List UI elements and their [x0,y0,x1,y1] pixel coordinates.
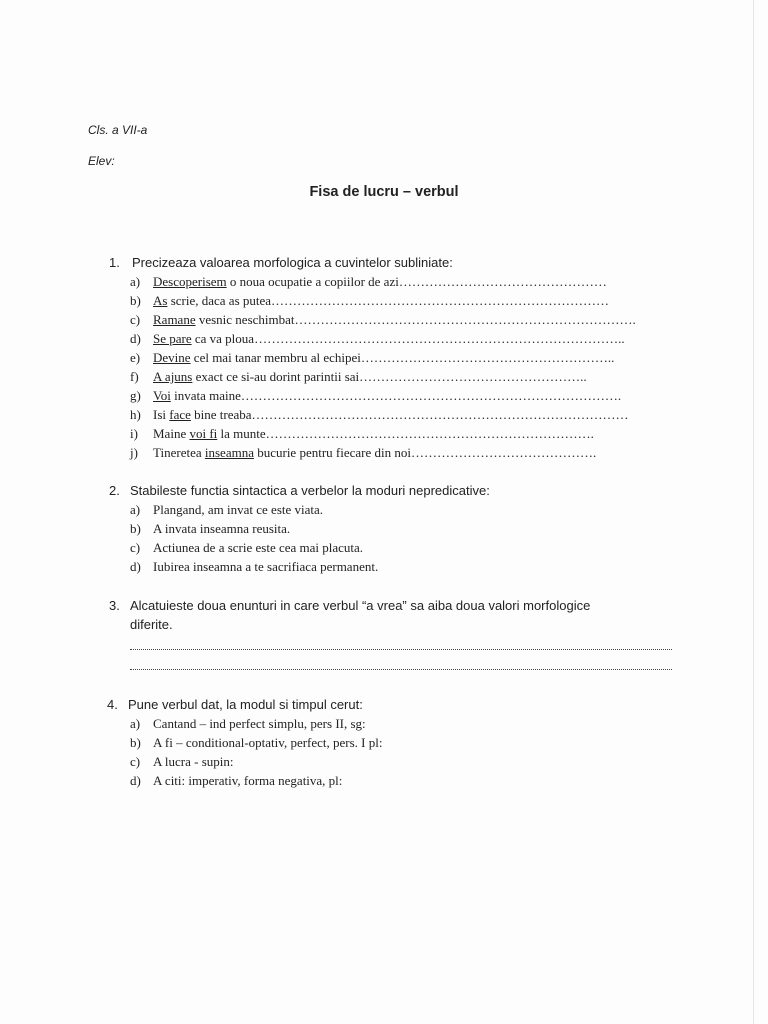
underlined-word: A ajuns [153,369,193,384]
item-label: a) [130,716,141,731]
item-text-after: vesnic neschimbat……………………………………………………………………. [195,312,636,327]
item-text: A fi – conditional-optativ, perfect, pers. I pl: [153,735,383,750]
item-label: b) [130,735,141,750]
underlined-word: face [169,407,191,422]
list-item [130,540,363,556]
list-item [130,369,587,385]
item-text-after: scrie, daca as putea…………………………………………………………………… [167,293,610,308]
item-label: j) [130,445,138,460]
list-item [130,331,625,347]
list-item [130,521,290,537]
item-label: b) [130,521,141,536]
item-label: a) [130,502,141,517]
answer-line [130,668,672,670]
item-text-after: invata maine……………………………………………………………………………. [170,388,622,403]
list-item [130,773,342,789]
item-label: e) [130,350,141,365]
underlined-word: Devine [153,350,191,365]
list-item [130,754,234,770]
item-text: Iubirea inseamna a te sacrifiaca permanent. [153,559,379,574]
item-text: Actiunea de a scrie este cea mai placuta. [153,540,364,555]
list-item [130,293,609,309]
question-text: Pune verbul dat, la modul si timpul cerut: [128,697,363,712]
list-item [130,559,378,575]
item-text-before: Isi [153,407,170,422]
underlined-word: As [153,293,168,308]
list-item [130,350,614,366]
underlined-word: voi fi [189,426,218,441]
item-label: d) [130,331,141,346]
answer-line [130,648,672,650]
list-item [130,716,366,732]
item-label: b) [130,293,141,308]
underlined-word: inseamna [204,445,254,460]
item-label: i) [130,426,138,441]
question-text: Stabileste functia sintactica a verbelor la moduri nepredicative: [130,483,490,498]
class-line: Cls. a VII-a [88,123,148,137]
item-label: f) [130,369,139,384]
worksheet-title: Fisa de lucru – verbul [309,184,459,200]
item-label: d) [130,773,141,788]
question-text-continued: diferite. [130,617,173,632]
item-label: a) [130,274,141,289]
item-text-before: Maine [153,426,190,441]
item-label: c) [130,312,141,327]
underlined-word: Ramane [153,312,196,327]
question-number: 1. [109,255,120,270]
student-line: Elev: [88,154,115,168]
list-item [130,388,621,404]
list-item [130,502,323,518]
list-item [130,312,636,328]
item-text: A citi: imperativ, forma negativa, pl: [153,773,343,788]
question-number: 4. [107,697,118,712]
underlined-word: Se pare [153,331,192,346]
item-text-after: ca va ploua………………………………………………………………………….. [191,331,625,346]
list-item [130,274,607,290]
item-label: g) [130,388,141,403]
item-label: c) [130,540,141,555]
list-item [130,407,629,423]
list-item [130,426,594,442]
underlined-word: Voi [153,388,171,403]
item-text: Plangand, am invat ce este viata. [153,502,324,517]
list-item [130,445,596,461]
item-text-before: Tineretea [153,445,205,460]
question-number: 2. [109,483,120,498]
item-text-after: cel mai tanar membru al echipei………………………………………………….. [190,350,615,365]
item-label: d) [130,559,141,574]
item-text-after: bine treaba…………………………………………………………………………… [190,407,629,422]
item-text-after: bucurie pentru fiecare din noi……………………………………. [253,445,597,460]
item-label: h) [130,407,141,422]
item-text: Cantand – ind perfect simplu, pers II, sg: [153,716,366,731]
underlined-word: Descoperisem [153,274,227,289]
item-text: A lucra - supin: [153,754,234,769]
item-text: A invata inseamna reusita. [153,521,291,536]
list-item [130,735,382,751]
item-text-after: la munte…………………………………………………………………. [217,426,594,441]
item-text-after: o noua ocupatie a copiilor de azi………………………………………… [226,274,607,289]
question-text: Precizeaza valoarea morfologica a cuvintelor subliniate: [132,255,453,270]
question-number: 3. [109,598,120,613]
page-edge-divider [753,0,754,1024]
question-text: Alcatuieste doua enunturi in care verbul “a vrea” sa aiba doua valori morfologice [130,598,591,613]
item-label: c) [130,754,141,769]
item-text-after: exact ce si-au dorint parintii sai…………………………………………….. [192,369,587,384]
